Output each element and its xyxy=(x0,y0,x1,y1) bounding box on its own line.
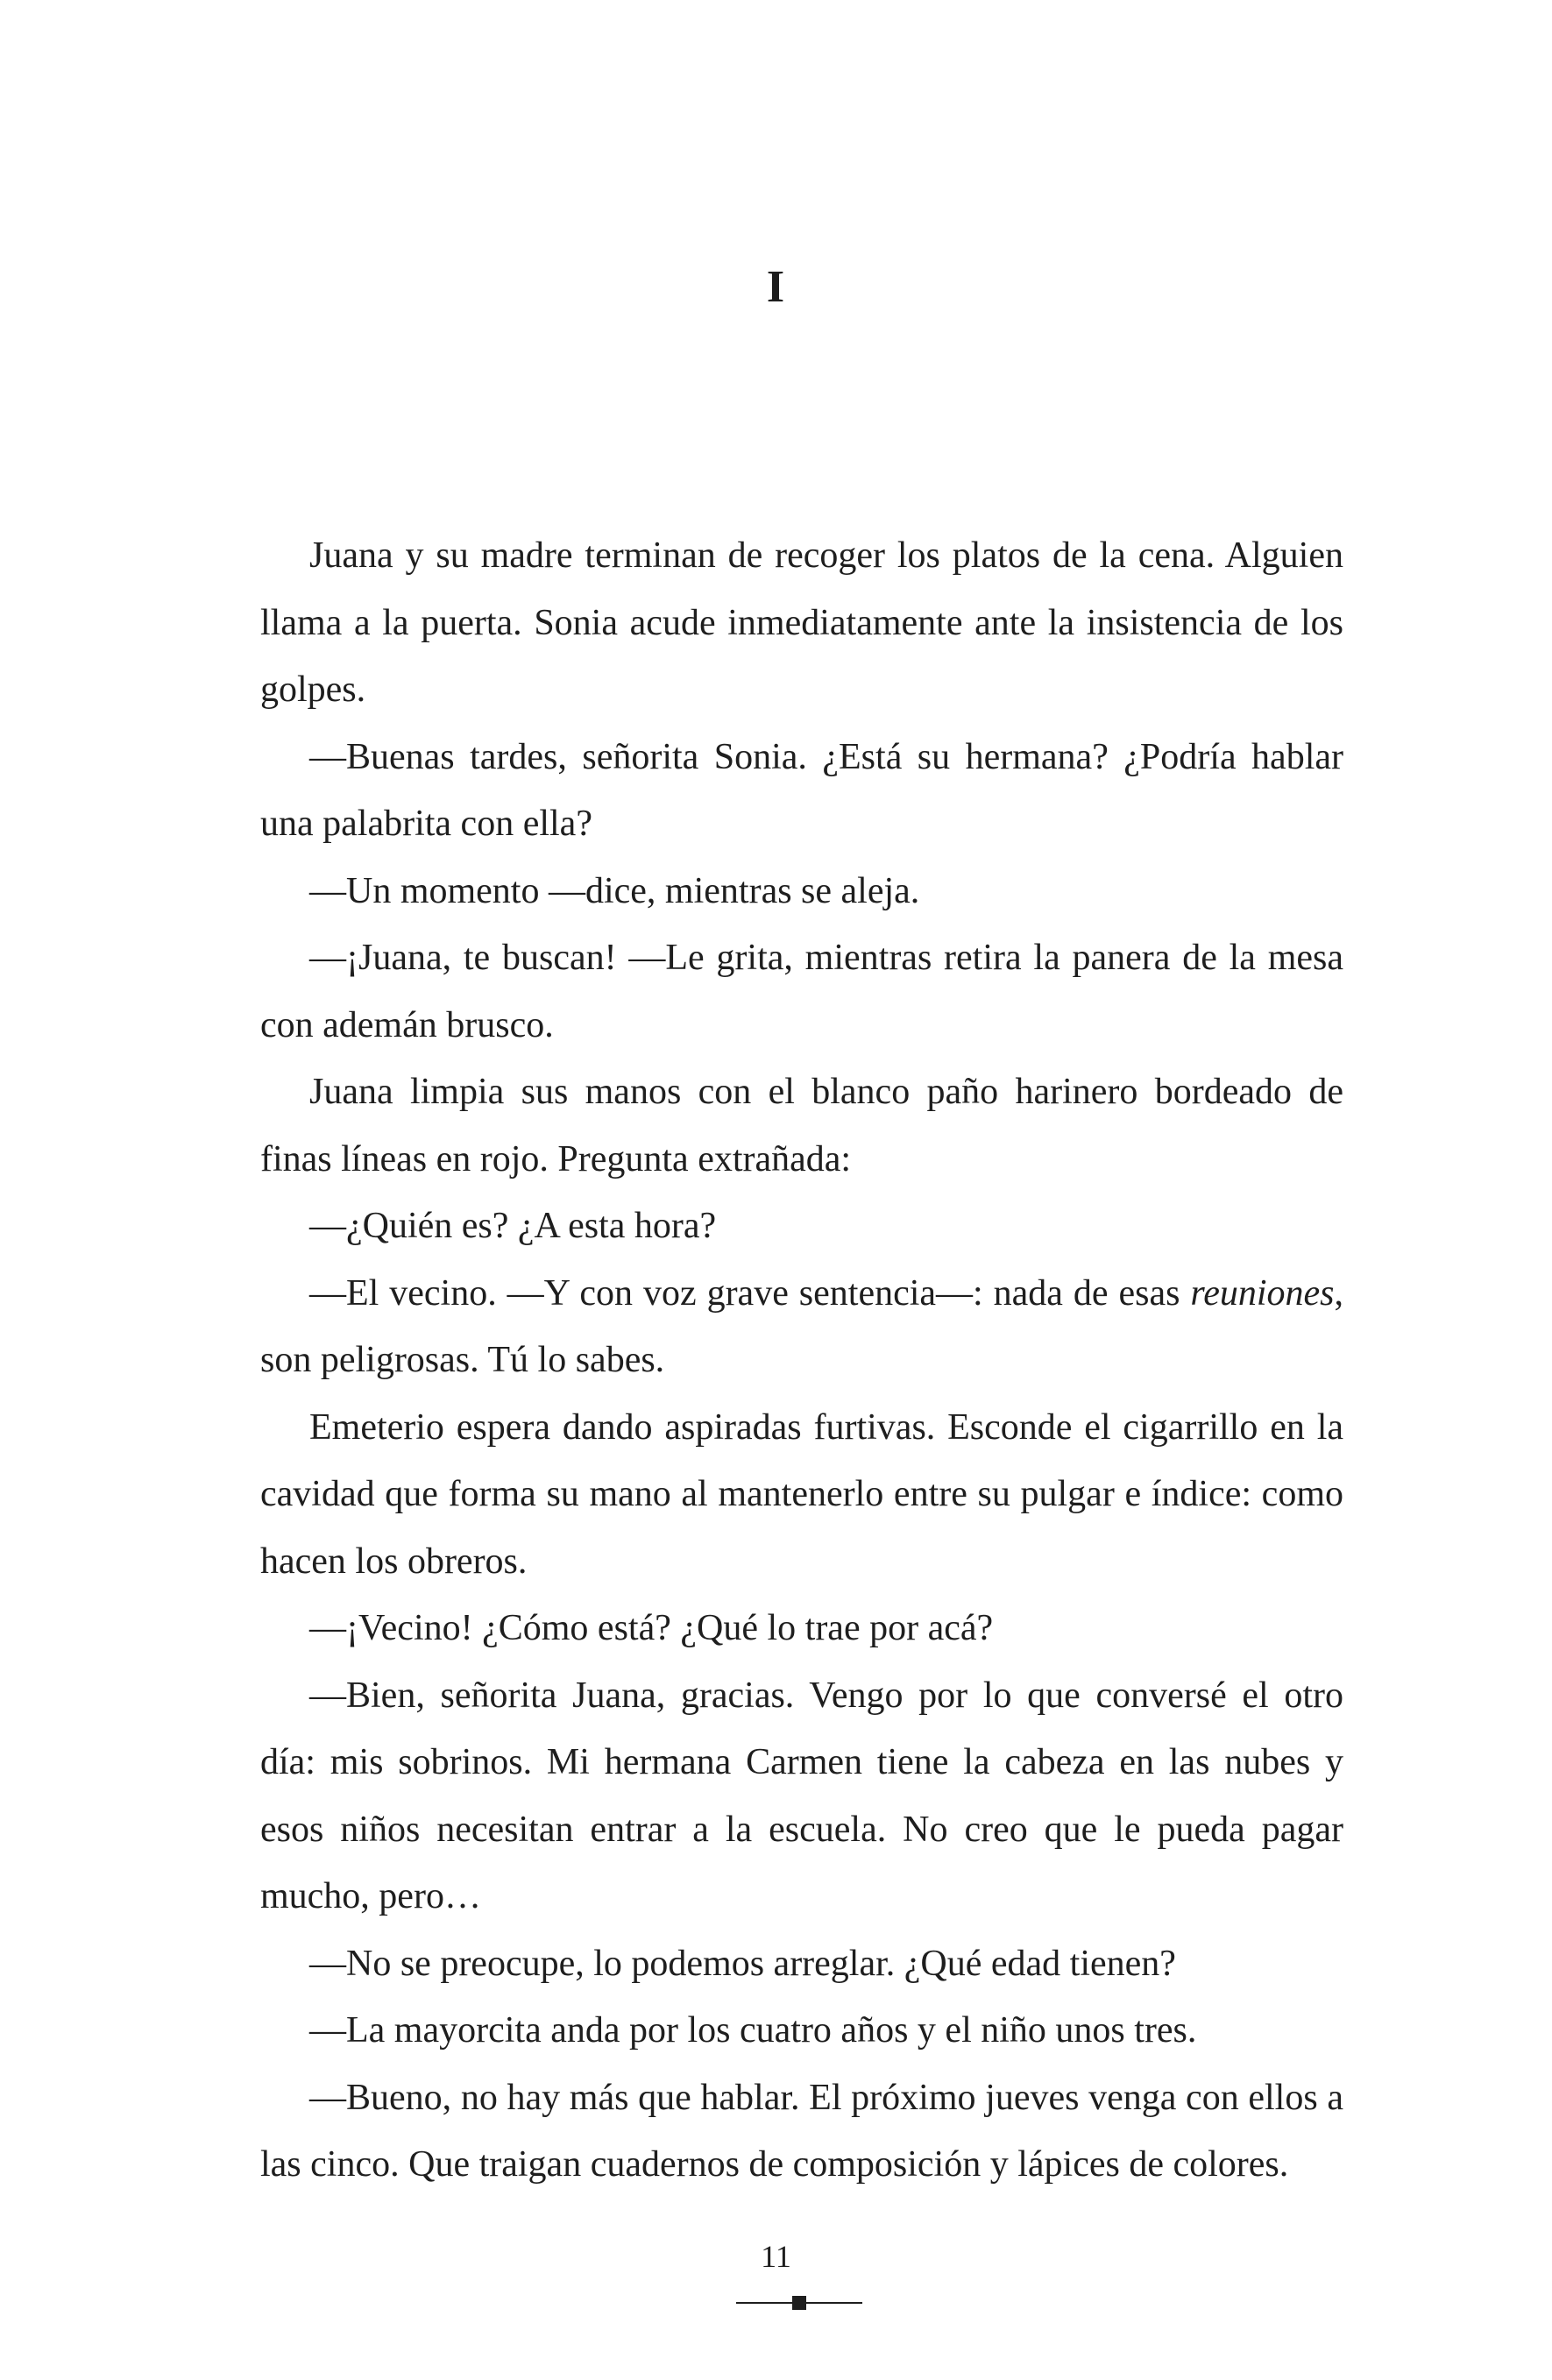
paragraph: —¡Vecino! ¿Cómo está? ¿Qué lo trae por acá? xyxy=(309,1608,994,1648)
paragraph: Emeterio espera dando aspiradas furtivas. Esconde el cigarrillo en la cavidad que forma su mano al mantenerlo entre su pulgar e índice: como hacen los obreros. xyxy=(260,1406,1343,1582)
paragraph: —La mayorcita anda por los cuatro años y el niño unos tres. xyxy=(309,2010,1197,2051)
paragraph: Juana y su madre terminan de recoger los platos de la cena. Alguien llama a la puerta. Sonia acude inmediatamente ante la insistencia de los golpes. xyxy=(260,535,1343,710)
paragraph: —¿Quién es? ¿A esta hora? xyxy=(309,1206,717,1246)
paragraph: —Bien, señorita Juana, gracias. Vengo por lo que conversé el otro día: mis sobrinos. Mi hermana Carmen tiene la cabeza en las nubes y esos niños necesitan entrar a la escuela. No creo que le pueda pagar mucho, pero… xyxy=(260,1675,1343,1916)
paragraph-text: , son peligrosas. Tú lo sabes. xyxy=(260,1272,1343,1380)
paragraph-text: —El vecino. —Y con voz grave sentencia—: nada de esas xyxy=(309,1272,1191,1314)
paragraph: —¡Juana, te buscan! —Le grita, mientras retira la panera de la mesa con ademán brusco. xyxy=(260,938,1343,1045)
paragraph: —Un momento —dice, mientras se aleja. xyxy=(309,870,920,911)
chapter-number: I xyxy=(766,262,786,312)
body-text xyxy=(260,522,1343,2199)
folio-ornament xyxy=(736,2294,862,2312)
paragraph: —Bueno, no hay más que hablar. El próximo jueves venga con ellos a las cinco. Que traigan cuadernos de composición y lápices de colores. xyxy=(260,2077,1343,2185)
emphasized-word: reuniones xyxy=(1190,1272,1335,1314)
paragraph: —No se preocupe, lo podemos arreglar. ¿Qué edad tienen? xyxy=(309,1943,1176,1984)
paragraph: Juana limpia sus manos con el blanco paño harinero bordeado de finas líneas en rojo. Pregunta extrañada: xyxy=(260,1072,1343,1179)
ornament-square-icon xyxy=(792,2296,806,2310)
paragraph: —Buenas tardes, señorita Sonia. ¿Está su hermana? ¿Podría hablar una palabrita con ella? xyxy=(260,736,1343,844)
page-number: 11 xyxy=(761,2239,791,2274)
paragraph xyxy=(260,1260,1343,1394)
